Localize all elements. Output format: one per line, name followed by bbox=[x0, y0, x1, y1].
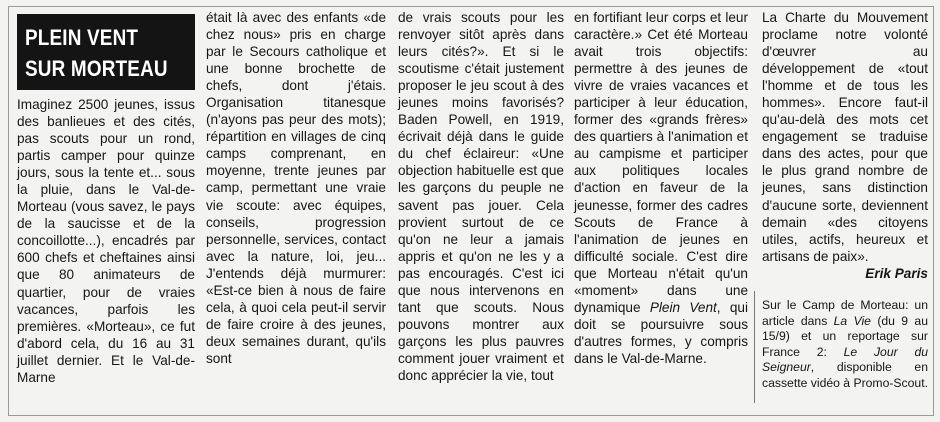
column-1 bbox=[17, 96, 195, 386]
note-part-3: , disponible en cassette vidéo à Promo-Scout. bbox=[762, 360, 928, 390]
note-program: Le Jour du Seigneur bbox=[762, 344, 928, 375]
column-3-text: de vrais scouts pour les renvoyer sitôt après dans leurs cités?». Et si le scoutisme c'était justement proposer le jeu scout à des jeunes moins favorisés? Baden Powell, en 1919, écrivait déjà dans le guide du chef éclaireur: «Une objection habituelle est que les garçons du peuple ne savent pas jouer. Cela provient surtout de ce qu'on ne leur a jamais appris et qu'on ne les y a pas encouragés. C'est ici que nous intervenons en tant que scouts. Nous pouvons montrer aux garçons les plus pauvres comment jouer vraiment et donc apprécier la vie, tout bbox=[398, 10, 564, 383]
column-2 bbox=[206, 9, 386, 367]
title-line-2: SUR MORTEAU bbox=[25, 56, 168, 81]
title-line-1: PLEIN VENT bbox=[25, 25, 139, 50]
column-4 bbox=[574, 9, 748, 367]
author-signature: Erik Paris bbox=[865, 265, 928, 281]
note-divider bbox=[754, 291, 755, 403]
column-5-text: La Charte du Mouvement proclame notre volonté d'œuvrer au développement de «tout l'homme et de tous les hommes». Encore faut-il qu'au-delà des mots cet engagement se traduise dans des actes, pour que le plus grand nombre de jeunes, sans distinction d'aucune sorte, deviennent demain «des citoyens utiles, actifs, heureux et artisans de paix». bbox=[762, 10, 928, 264]
sidebar-note bbox=[762, 298, 928, 392]
note-part-2: (du 9 au 15/9) et un reportage sur France 2: bbox=[762, 313, 928, 359]
column-4-italic: Plein Vent bbox=[649, 299, 717, 315]
note-part-1: Sur le Camp de Morteau: un article dans bbox=[762, 298, 928, 328]
column-3 bbox=[398, 9, 564, 384]
note-magazine: La Vie bbox=[833, 313, 871, 328]
column-5 bbox=[762, 9, 928, 282]
article-title bbox=[17, 14, 195, 90]
column-1-text: Imaginez 2500 jeunes, issus des banlieues et des cités, pas scouts pour un rond, partis camper pour quinze jours, sous la tente et... sous la pluie, dans le Val-de-Morteau (vous savez, le pays de la saucisse et de la concoillotte...), encadrés par 600 chefs et cheftaines ainsi que 80 animateurs de quartier, pour de vraies vacances, parfois les premières. «Morteau», ce fut d'abord cela, du 16 au 31 juillet dernier. Et le Val-de-Marne bbox=[17, 97, 195, 385]
column-2-text: était là avec des enfants «de chez nous» pris en charge par le Secours catholique et une bonne brochette de chefs, dont j'étais. Organisation titanesque (n'ayons pas peur des mots); répartition en villages de cinq camps comprenant, en moyenne, trente jeunes par camp, permettant une vraie vie scoute: avec équipes, conseils, progression personnelle, services, contact avec la nature, loi, jeu... J'entends déjà murmurer: «Est-ce bien à nous de faire cela, à quoi cela peut-il servir de faire croire à des jeunes, deux semaines durant, qu'ils sont bbox=[206, 10, 386, 366]
column-4-text-b: , qui doit se poursuivre sous d'autres formes, y compris dans le Val-de-Marne. bbox=[574, 299, 749, 366]
column-4-text bbox=[574, 9, 748, 367]
column-4-text-a: en fortifiant leur corps et leur caractère.» Cet été Morteau avait trois objectifs: permettre à des jeunes de vivre de vraies vacances et participer à leur éducation, former des «grands frères» des quartiers à l'animation et au campisme et participer aux politiques locales d'action en faveur de la jeunesse, former des cadres Scouts de France à l'animation de jeunes en difficulté sociale. C'est dire que Morteau n'était qu'un «moment» dans une dynamique bbox=[574, 10, 748, 315]
